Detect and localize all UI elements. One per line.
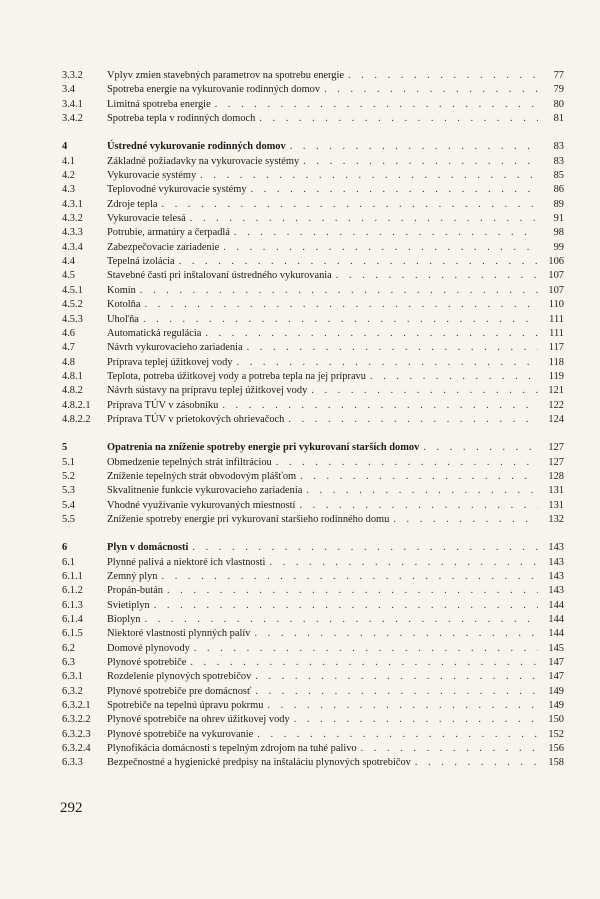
- dot-leader: [251, 183, 538, 197]
- toc-entry-title: Plynné palivá a niektoré ich vlastnosti: [107, 556, 266, 568]
- toc-entry-title: Teplovodné vykurovacie systémy: [107, 184, 247, 196]
- dot-leader: [348, 69, 538, 83]
- dot-leader: [393, 513, 538, 527]
- dot-leader: [370, 370, 538, 384]
- toc-entry-page: 110: [548, 299, 564, 311]
- toc-entry: [62, 484, 564, 498]
- toc-entry-page: 147: [548, 671, 564, 683]
- toc-entry-page: 79: [553, 84, 564, 96]
- toc-entry: [62, 241, 564, 255]
- toc-entry-title: Stavebné časti pri inštalovaní ústredného vykurovania: [107, 270, 332, 282]
- toc-entry-number: 6.1.5: [62, 628, 83, 640]
- toc-entry-title: Teplota, potreba úžitkovej vody a potreba tepla na jej prípravu: [107, 370, 366, 382]
- dot-leader: [336, 269, 538, 283]
- toc-entry: [62, 456, 564, 470]
- toc-entry-number: 6.2: [62, 642, 75, 654]
- toc-entry-number: 4.3.1: [62, 198, 83, 210]
- dot-leader: [194, 642, 538, 656]
- toc-entry: [62, 341, 564, 355]
- dot-leader: [306, 484, 538, 498]
- toc-entry-title: Obmedzenie tepelných strát infiltráciou: [107, 456, 272, 468]
- dot-leader: [267, 699, 538, 713]
- toc-entry-title: Vhodné využívanie vykurovaných miestností: [107, 499, 296, 511]
- toc-entry-page: 81: [553, 113, 564, 125]
- toc-entry-number: 5.5: [62, 513, 75, 525]
- toc-entry-number: 6.1.2: [62, 585, 83, 597]
- section-gap: [62, 126, 564, 140]
- dot-leader: [234, 226, 538, 240]
- toc-entry-title: Návrh vykurovacieho zariadenia: [107, 342, 243, 354]
- toc-entry-number: 3.4: [62, 84, 75, 96]
- dot-leader: [162, 198, 539, 212]
- toc-entry-page: 149: [548, 685, 564, 697]
- dot-leader: [140, 284, 538, 298]
- dot-leader: [223, 241, 538, 255]
- toc-entry-number: 5.2: [62, 470, 75, 482]
- toc-entry-number: 3.4.2: [62, 113, 83, 125]
- toc-entry-page: 143: [548, 585, 564, 597]
- toc-entry-title: Domové plynovody: [107, 642, 190, 654]
- dot-leader: [154, 599, 538, 613]
- toc-entry-page: 121: [548, 385, 564, 397]
- toc-entry: [62, 499, 564, 513]
- toc-entry: [62, 470, 564, 484]
- toc-entry-page: 124: [548, 413, 564, 425]
- toc-entry-title: Návrh sústavy na prípravu teplej úžitkovej vody: [107, 385, 308, 397]
- toc-entry-title: Bioplyn: [107, 614, 141, 626]
- toc-entry: [62, 384, 564, 398]
- dot-leader: [361, 742, 538, 756]
- toc-entry: [62, 255, 564, 269]
- dot-leader: [222, 399, 538, 413]
- toc-entry: [62, 613, 564, 627]
- toc-entry: [62, 599, 564, 613]
- toc-entry-page: 158: [548, 757, 564, 769]
- dot-leader: [144, 298, 538, 312]
- toc-entry-title: Plynové spotrebiče pre domácnosť: [107, 685, 252, 697]
- toc-entry-number: 4.4: [62, 256, 75, 268]
- toc-entry-title: Potrubie, armatúry a čerpadlá: [107, 227, 230, 239]
- toc-entry-page: 132: [548, 513, 564, 525]
- toc-entry-number: 4.5.2: [62, 299, 83, 311]
- toc-entry-page: 98: [553, 227, 564, 239]
- toc-entry-page: 152: [548, 728, 564, 740]
- toc-entry-number: 4.6: [62, 327, 75, 339]
- toc-entry: [62, 83, 564, 97]
- toc-entry-page: 77: [553, 70, 564, 81]
- toc-entry-page: 80: [553, 98, 564, 110]
- toc-entry-title: Uhoľňa: [107, 313, 139, 325]
- toc-entry-number: 6.3.2.2: [62, 714, 91, 726]
- toc-entry-number: 4.8.2: [62, 385, 83, 397]
- toc-chapter-heading: [62, 441, 564, 455]
- toc-entry-number: 3.4.1: [62, 98, 83, 110]
- toc-entry: [62, 226, 564, 240]
- dot-leader: [259, 112, 538, 126]
- toc-entry-page: 89: [553, 198, 564, 210]
- toc-entry-page: 86: [553, 184, 564, 196]
- toc-entry-number: 4.8: [62, 356, 75, 368]
- toc-entry-title: Bezpečnostné a hygienické predpisy na inštaláciu plynových spotrebičov: [107, 757, 411, 769]
- toc-entry-page: 117: [548, 342, 564, 354]
- toc-entry: [62, 713, 564, 727]
- toc-entry-number: 4.8.2.1: [62, 399, 91, 411]
- toc-entry-number: 4.8.1: [62, 370, 83, 382]
- toc-entry-number: 6.1.3: [62, 599, 83, 611]
- dot-leader: [324, 83, 538, 97]
- dot-leader: [300, 470, 538, 484]
- toc-entry-number: 4.3.3: [62, 227, 83, 239]
- toc-entry-page: 83: [553, 141, 564, 153]
- dot-leader: [269, 556, 538, 570]
- dot-leader: [192, 541, 538, 555]
- toc-entry: [62, 513, 564, 527]
- toc-entry-page: 156: [548, 743, 564, 755]
- dot-leader: [423, 441, 538, 455]
- toc-entry-number: 4: [62, 141, 68, 153]
- toc-entry: [62, 198, 564, 212]
- dot-leader: [288, 413, 538, 427]
- toc-entry: [62, 670, 564, 684]
- toc-entry-number: 6.1.4: [62, 614, 83, 626]
- toc-entry: [62, 69, 564, 83]
- dot-leader: [145, 613, 539, 627]
- toc-entry-title: Zdroje tepla: [107, 198, 158, 210]
- dot-leader: [294, 713, 538, 727]
- toc-entry-page: 107: [548, 270, 564, 282]
- toc-entry-page: 119: [548, 370, 564, 382]
- toc-entry-page: 111: [549, 327, 564, 339]
- toc-entry-title: Spotrebiče na tepelnú úpravu pokrmu: [107, 700, 264, 712]
- toc-entry-number: 6.1: [62, 556, 75, 568]
- dot-leader: [257, 728, 538, 742]
- dot-leader: [167, 584, 538, 598]
- toc-entry: [62, 169, 564, 183]
- toc-entry-title: Propán-bután: [107, 585, 163, 597]
- toc-entry: [62, 212, 564, 226]
- toc-entry-page: 143: [548, 556, 564, 568]
- dot-leader: [299, 499, 538, 513]
- toc-entry-title: Kotolňa: [107, 299, 141, 311]
- toc-entry-number: 6.3.2.3: [62, 728, 91, 740]
- toc-entry-number: 4.3: [62, 184, 75, 196]
- toc-chapter-heading: [62, 541, 564, 555]
- toc-entry: [62, 269, 564, 283]
- toc-entry-page: 99: [553, 241, 564, 253]
- toc-entry-number: 5.4: [62, 499, 75, 511]
- dot-leader: [254, 627, 538, 641]
- toc-entry-number: 6.3: [62, 657, 75, 669]
- toc-entry-page: 111: [549, 313, 564, 325]
- toc-entry-page: 150: [548, 714, 564, 726]
- toc-entry-title: Vykurovacie telesá: [107, 213, 186, 225]
- dot-leader: [190, 656, 538, 670]
- toc-entry-page: 131: [548, 485, 564, 497]
- toc-entry: [62, 284, 564, 298]
- toc-entry-title: Spotreba tepla v rodinných domoch: [107, 113, 256, 125]
- dot-leader: [255, 670, 538, 684]
- toc-entry-number: 5.3: [62, 485, 75, 497]
- toc-entry-page: 127: [548, 456, 564, 468]
- toc-chapter-heading: [62, 140, 564, 154]
- dot-leader: [200, 169, 538, 183]
- toc-entry-title: Ústredné vykurovanie rodinných domov: [107, 141, 286, 153]
- toc-entry-title: Komín: [107, 284, 136, 296]
- dot-leader: [415, 756, 538, 770]
- toc-entry-page: 144: [548, 628, 564, 640]
- toc-entry-title: Skvalitnenie funkcie vykurovacieho zariadenia: [107, 485, 303, 497]
- toc-entry-number: 6: [62, 542, 68, 554]
- toc-entry: [62, 399, 564, 413]
- toc-entry-title: Limitná spotreba energie: [107, 98, 211, 110]
- toc-entry-title: Zníženie spotreby energie pri vykurovaní staršieho rodinného domu: [107, 513, 390, 525]
- dot-leader: [311, 384, 538, 398]
- toc-entry-title: Základné požiadavky na vykurovacie systémy: [107, 155, 300, 167]
- toc-entry: [62, 656, 564, 670]
- dot-leader: [237, 356, 538, 370]
- toc-entry-page: 107: [548, 284, 564, 296]
- toc-entry-page: 83: [553, 155, 564, 167]
- dot-leader: [247, 341, 538, 355]
- toc-entry-title: Svietiplyn: [107, 599, 150, 611]
- toc-entry: [62, 98, 564, 112]
- dot-leader: [205, 327, 538, 341]
- section-gap: [62, 527, 564, 541]
- toc-entry-page: 143: [548, 571, 564, 582]
- toc-entry-page: 91: [553, 213, 564, 225]
- toc-entry: [62, 584, 564, 598]
- toc-entry-title: Vplyv zmien stavebných parametrov na spotrebu energie: [107, 70, 344, 81]
- toc-entry-page: 144: [548, 614, 564, 626]
- toc-entry-title: Tepelná izolácia: [107, 256, 175, 268]
- dot-leader: [190, 212, 538, 226]
- dot-leader: [162, 570, 538, 584]
- dot-leader: [276, 456, 538, 470]
- toc-entry-title: Príprava TÚV v zásobníku: [107, 399, 219, 411]
- toc-entry-page: 127: [548, 442, 564, 454]
- toc-entry-number: 4.5.3: [62, 313, 83, 325]
- toc-entry-number: 3.3.2: [62, 70, 83, 81]
- toc-entry-page: 122: [548, 399, 564, 411]
- dot-leader: [143, 313, 538, 327]
- toc-entry: [62, 112, 564, 126]
- toc-entry: [62, 298, 564, 312]
- toc-entry: [62, 627, 564, 641]
- toc-entry-number: 4.2: [62, 170, 75, 182]
- toc-entry-number: 6.3.2.1: [62, 700, 91, 712]
- toc-entry-page: 143: [548, 542, 564, 554]
- toc-entry-title: Zabezpečovacie zariadenie: [107, 241, 220, 253]
- toc-entry-number: 4.3.2: [62, 213, 83, 225]
- toc-entry-page: 145: [548, 642, 564, 654]
- toc-entry-page: 149: [548, 700, 564, 712]
- toc-entry-title: Spotreba energie na vykurovanie rodinných domov: [107, 84, 321, 96]
- toc-entry-number: 6.1.1: [62, 571, 83, 582]
- section-gap: [62, 427, 564, 441]
- toc-entry: [62, 183, 564, 197]
- toc-entry-title: Plynové spotrebiče na vykurovanie: [107, 728, 254, 740]
- toc-entry-number: 4.7: [62, 342, 75, 354]
- toc-entry-number: 6.3.1: [62, 671, 83, 683]
- toc-entry: [62, 327, 564, 341]
- toc-entry: [62, 313, 564, 327]
- dot-leader: [290, 140, 538, 154]
- toc-entry: [62, 642, 564, 656]
- toc-entry-number: 4.1: [62, 155, 75, 167]
- toc-entry-number: 5.1: [62, 456, 75, 468]
- toc-entry: [62, 699, 564, 713]
- toc-entry-number: 6.3.2.4: [62, 743, 91, 755]
- table-of-contents: [62, 69, 564, 771]
- toc-entry-title: Opatrenia na zníženie spotreby energie pri vykurovaní starších domov: [107, 442, 420, 454]
- toc-entry: [62, 356, 564, 370]
- toc-entry-title: Plyn v domácnosti: [107, 542, 189, 554]
- toc-entry-number: 4.5: [62, 270, 75, 282]
- toc-entry: [62, 570, 564, 584]
- toc-entry-title: Príprava TÚV v prietokových ohrievačoch: [107, 413, 285, 425]
- toc-entry-page: 85: [553, 170, 564, 182]
- toc-entry-number: 5: [62, 442, 68, 454]
- toc-entry: [62, 556, 564, 570]
- toc-entry-title: Plynofikácia domácnosti s tepelným zdrojom na tuhé palivo: [107, 743, 357, 755]
- toc-entry-title: Zníženie tepelných strát obvodovým plášťom: [107, 470, 297, 482]
- toc-entry-page: 144: [548, 599, 564, 611]
- toc-entry: [62, 413, 564, 427]
- toc-entry-page: 131: [548, 499, 564, 511]
- toc-entry-number: 6.3.3: [62, 757, 83, 769]
- toc-entry-title: Rozdelenie plynových spotrebičov: [107, 671, 252, 683]
- toc-entry-page: 118: [548, 356, 564, 368]
- toc-entry: [62, 728, 564, 742]
- toc-entry-page: 147: [548, 657, 564, 669]
- toc-entry-title: Niektoré vlastnosti plynných palív: [107, 628, 251, 640]
- toc-entry-title: Vykurovacie systémy: [107, 170, 197, 182]
- toc-entry-title: Plynové spotrebiče: [107, 657, 187, 669]
- dot-leader: [179, 255, 538, 269]
- toc-entry: [62, 370, 564, 384]
- toc-entry-number: 4.8.2.2: [62, 413, 91, 425]
- toc-entry-number: 4.3.4: [62, 241, 83, 253]
- toc-entry-title: Príprava teplej úžitkovej vody: [107, 356, 233, 368]
- toc-entry: [62, 685, 564, 699]
- toc-entry-title: Automatická regulácia: [107, 327, 202, 339]
- dot-leader: [303, 155, 538, 169]
- toc-entry-title: Zemný plyn: [107, 571, 158, 582]
- dot-leader: [255, 685, 538, 699]
- toc-entry-title: Plynové spotrebiče na ohrev úžitkovej vody: [107, 714, 290, 726]
- toc-entry-page: 128: [548, 470, 564, 482]
- toc-entry-number: 4.5.1: [62, 284, 83, 296]
- toc-entry-number: 6.3.2: [62, 685, 83, 697]
- toc-entry: [62, 742, 564, 756]
- toc-entry-page: 106: [548, 256, 564, 268]
- dot-leader: [215, 98, 538, 112]
- toc-entry: [62, 155, 564, 169]
- toc-entry: [62, 756, 564, 770]
- page-number: 292: [60, 800, 83, 816]
